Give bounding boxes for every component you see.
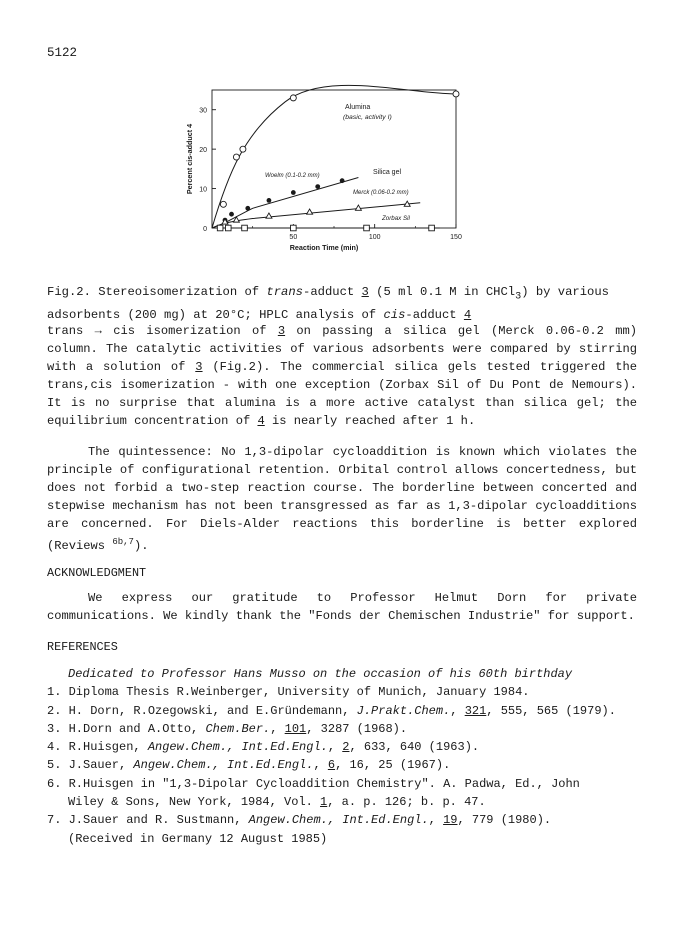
figure-chart <box>160 82 480 282</box>
marker-merck <box>307 209 313 214</box>
marker-zorbax <box>429 225 435 231</box>
x-tick-label: 100 <box>368 234 381 241</box>
label-alumina-sub: (basic, activity I) <box>343 114 392 121</box>
marker-woelm <box>229 212 234 217</box>
marker-zorbax <box>217 225 223 231</box>
reference-2: 2. H. Dorn, R.Ozegowski, and E.Gründemann, J.Prakt.Chem., 321, 555, 565 (1979). <box>47 703 616 718</box>
page-number: 5122 <box>47 46 78 60</box>
marker-woelm <box>291 190 296 195</box>
received-date: (Received in Germany 12 August 1985) <box>68 831 328 846</box>
label-woelm: Woelm (0.1-0.2 mm) <box>265 173 320 179</box>
acknowledgment-heading: ACKNOWLEDGMENT <box>47 566 147 580</box>
marker-zorbax <box>364 225 370 231</box>
marker-alumina <box>233 154 239 160</box>
marker-woelm <box>245 206 250 211</box>
x-tick-label: 150 <box>450 234 462 241</box>
marker-zorbax <box>291 225 297 231</box>
reference-1: 1. Diploma Thesis R.Weinberger, University of Munich, January 1984. <box>47 685 530 700</box>
label-zorbax: Zorbax Sil <box>382 215 410 222</box>
reference-4: 4. R.Huisgen, Angew.Chem., Int.Ed.Engl., 2, 633, 640 (1963). <box>47 740 480 755</box>
reference-3: 3. H.Dorn and A.Otto, Chem.Ber., 101, 3287 (1968). <box>47 721 408 736</box>
x-tick-label: 50 <box>289 234 298 241</box>
marker-woelm <box>340 178 345 183</box>
label-merck: Merck (0.06-0.2 mm) <box>353 190 409 196</box>
marker-woelm <box>267 198 272 203</box>
y-tick-label: 10 <box>199 186 207 194</box>
references-list <box>47 665 647 848</box>
acknowledgment-text: We express our gratitude to Professor Helmut Dorn for private communications. We kindly thank the "Fonds der Chemischen Industrie" for support. <box>47 591 637 623</box>
body-paragraph-2: The quintessence: No 1,3-dipolar cycloaddition is known which violates the principle of configurational retention. Orbital control allows concertedness, but does not forbid a two-step reaction course. The borderline between concerted and stepwise mechanism has not been transgressed as far as 1,3-dipolar cycloadditions are concerned. For Diels-Alder reactions this borderline is better explored (Reviews $^{6b,7}$). <box>47 445 637 554</box>
marker-woelm <box>315 184 320 189</box>
marker-merck <box>355 205 361 210</box>
y-tick-label: 30 <box>199 107 207 115</box>
marker-merck <box>266 213 272 218</box>
y-tick-label: 0 <box>203 226 207 233</box>
references-heading: REFERENCES <box>47 640 118 654</box>
figure-caption: Fig.2. Stereoisomerization of trans-adduct 3 (5 ml 0.1 M in CHCl$_3$) by various adsorbents (200 mg) at 20°C; HPLC analysis of cis-adduct 4 <box>47 285 609 323</box>
x-axis-label: Reaction Time (min) <box>289 243 359 252</box>
marker-zorbax <box>242 225 248 231</box>
reference-5: 5. J.Sauer, Angew.Chem., Int.Ed.Engl., 6, 16, 25 (1967). <box>47 758 451 773</box>
dedication: Dedicated to Professor Hans Musso on the occasion of his 60th birthday <box>68 667 573 681</box>
reference-6-continued: Wiley & Sons, New York, 1984, Vol. 1, a. p. 126; b. p. 47. <box>68 795 486 810</box>
y-tick-label: 20 <box>199 147 207 155</box>
reference-7: 7. J.Sauer and R. Sustmann, Angew.Chem., Int.Ed.Engl., 19, 779 (1980). <box>47 813 552 828</box>
label-alumina: Alumina <box>345 104 371 111</box>
y-axis-label: Percent cis-adduct 4 <box>185 123 194 195</box>
marker-alumina <box>220 201 226 207</box>
marker-alumina <box>453 91 459 97</box>
marker-alumina <box>240 146 246 152</box>
body-paragraph-1: trans → cis isomerization of 3 on passing a silica gel (Merck 0.06-0.2 mm) column. The catalytic activities of various adsorbents were compared by stirring with a solution of 3 (Fig.2). The commercial silica gels tested triggered the trans,cis isomerization - with one exception (Zorbax Sil of Du Pont de Nemours). It is no surprise that alumina is a more active catalyst than silica gel; the equilibrium concentration of 4 is nearly reached after 1 h. <box>47 324 637 428</box>
reference-6: 6. R.Huisgen in "1,3-Dipolar Cycloaddition Chemistry". A. Padwa, Ed., John <box>47 776 580 791</box>
marker-zorbax <box>225 225 231 231</box>
label-silica-gel: Silica gel <box>373 169 402 176</box>
marker-alumina <box>290 95 296 101</box>
chart-markers <box>217 91 459 231</box>
